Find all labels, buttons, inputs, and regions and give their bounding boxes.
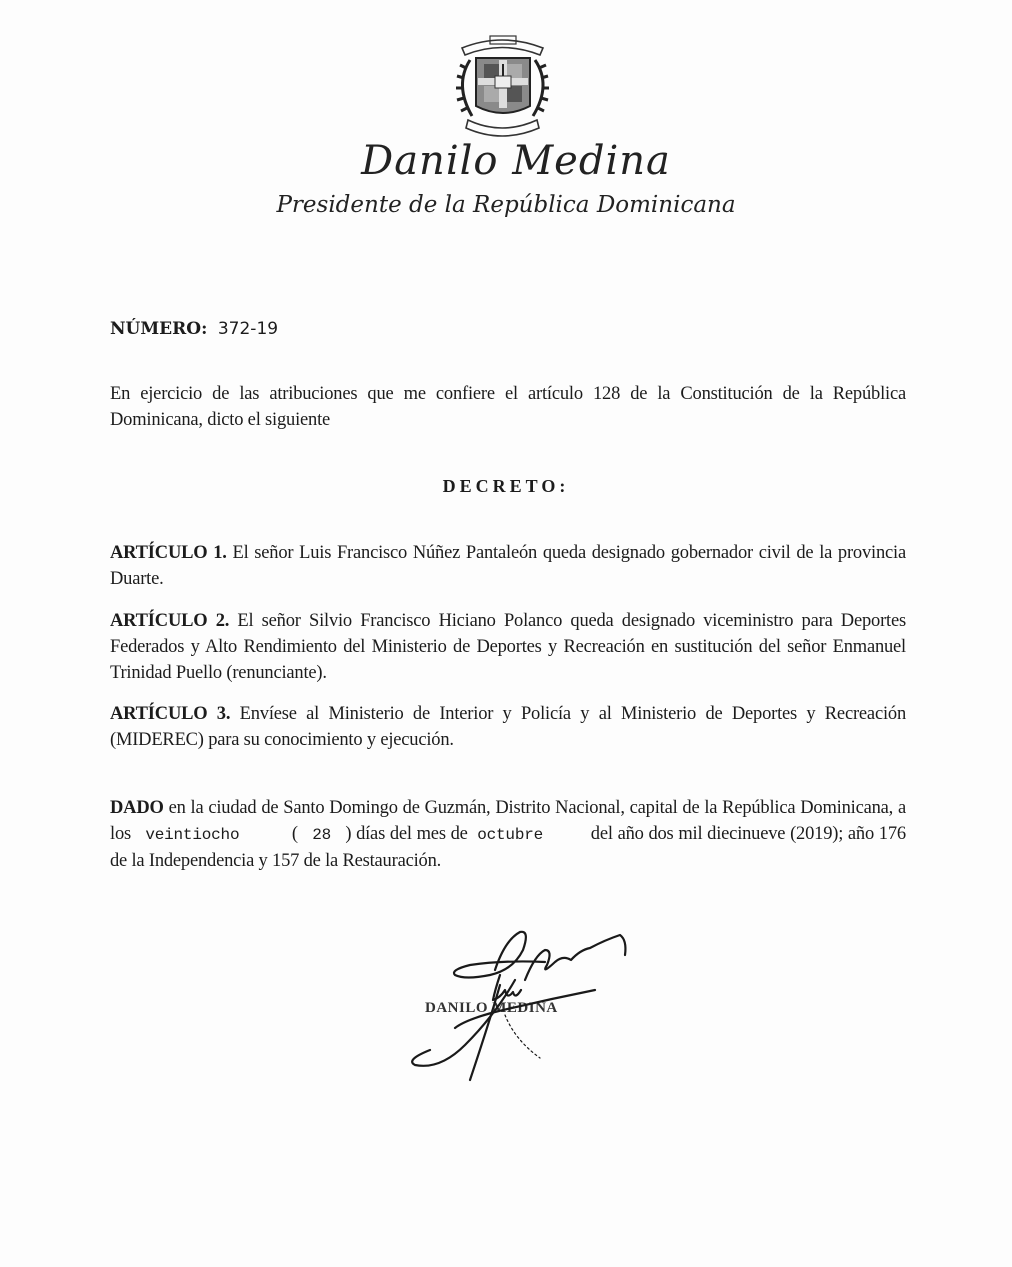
article-1-label: ARTÍCULO 1. (110, 543, 227, 563)
article-1 (110, 540, 906, 592)
intro-paragraph: En ejercicio de las atribuciones que me confiere el artículo 128 de la Constitución de la República Dominicana, dicto el siguiente (110, 384, 906, 430)
article-3-text: Envíese al Ministerio de Interior y Policía y al Ministerio de Deportes y Recreación (MIDEREC) para su conocimiento y ejecución. (110, 704, 906, 750)
given-day-number: 28 (312, 826, 331, 844)
given-month: octubre (477, 826, 544, 844)
article-3 (110, 701, 906, 753)
decree-number-value: 372-19 (217, 319, 279, 339)
signature-icon (395, 920, 655, 1085)
decree-heading: DECRETO: (442, 476, 570, 496)
article-1-text: El señor Luis Francisco Núñez Pantaleón queda designado gobernador civil de la provincia Duarte. (110, 543, 906, 589)
letterhead-title: Presidente de la República Dominicana (276, 192, 736, 218)
article-2-text: El señor Silvio Francisco Hiciano Polanco queda designado viceministro para Deportes Federados y Alto Rendimiento del Ministerio de Deportes y Recreación en sustitución del señor Enmanuel Trinidad Puello (renunciante). (110, 611, 906, 683)
given-day-words: veintiocho (145, 826, 240, 844)
given-text-1: en la ciudad de Santo Domingo de Guzmán, Distrito Nacional, capital de la República Dominicana, a los (110, 798, 906, 844)
decree-number-label: NÚMERO: (110, 319, 208, 339)
given-day-open: ( (291, 824, 298, 844)
signatory-name: DANILO MEDINA (425, 1000, 558, 1016)
given-text-2: ) días del mes de (345, 824, 468, 844)
article-3-label: ARTÍCULO 3. (110, 704, 231, 724)
given-paragraph (110, 795, 906, 874)
given-text-3: del año dos mil diecinueve (2019); año 176 de la Independencia y 157 de la Restauración. (110, 824, 906, 871)
decree-number (110, 318, 278, 339)
letterhead-name: Danilo Medina (361, 138, 671, 184)
article-2 (110, 608, 906, 686)
given-label: DADO (110, 798, 164, 818)
coat-of-arms-icon (440, 20, 565, 145)
article-2-label: ARTÍCULO 2. (110, 611, 230, 631)
